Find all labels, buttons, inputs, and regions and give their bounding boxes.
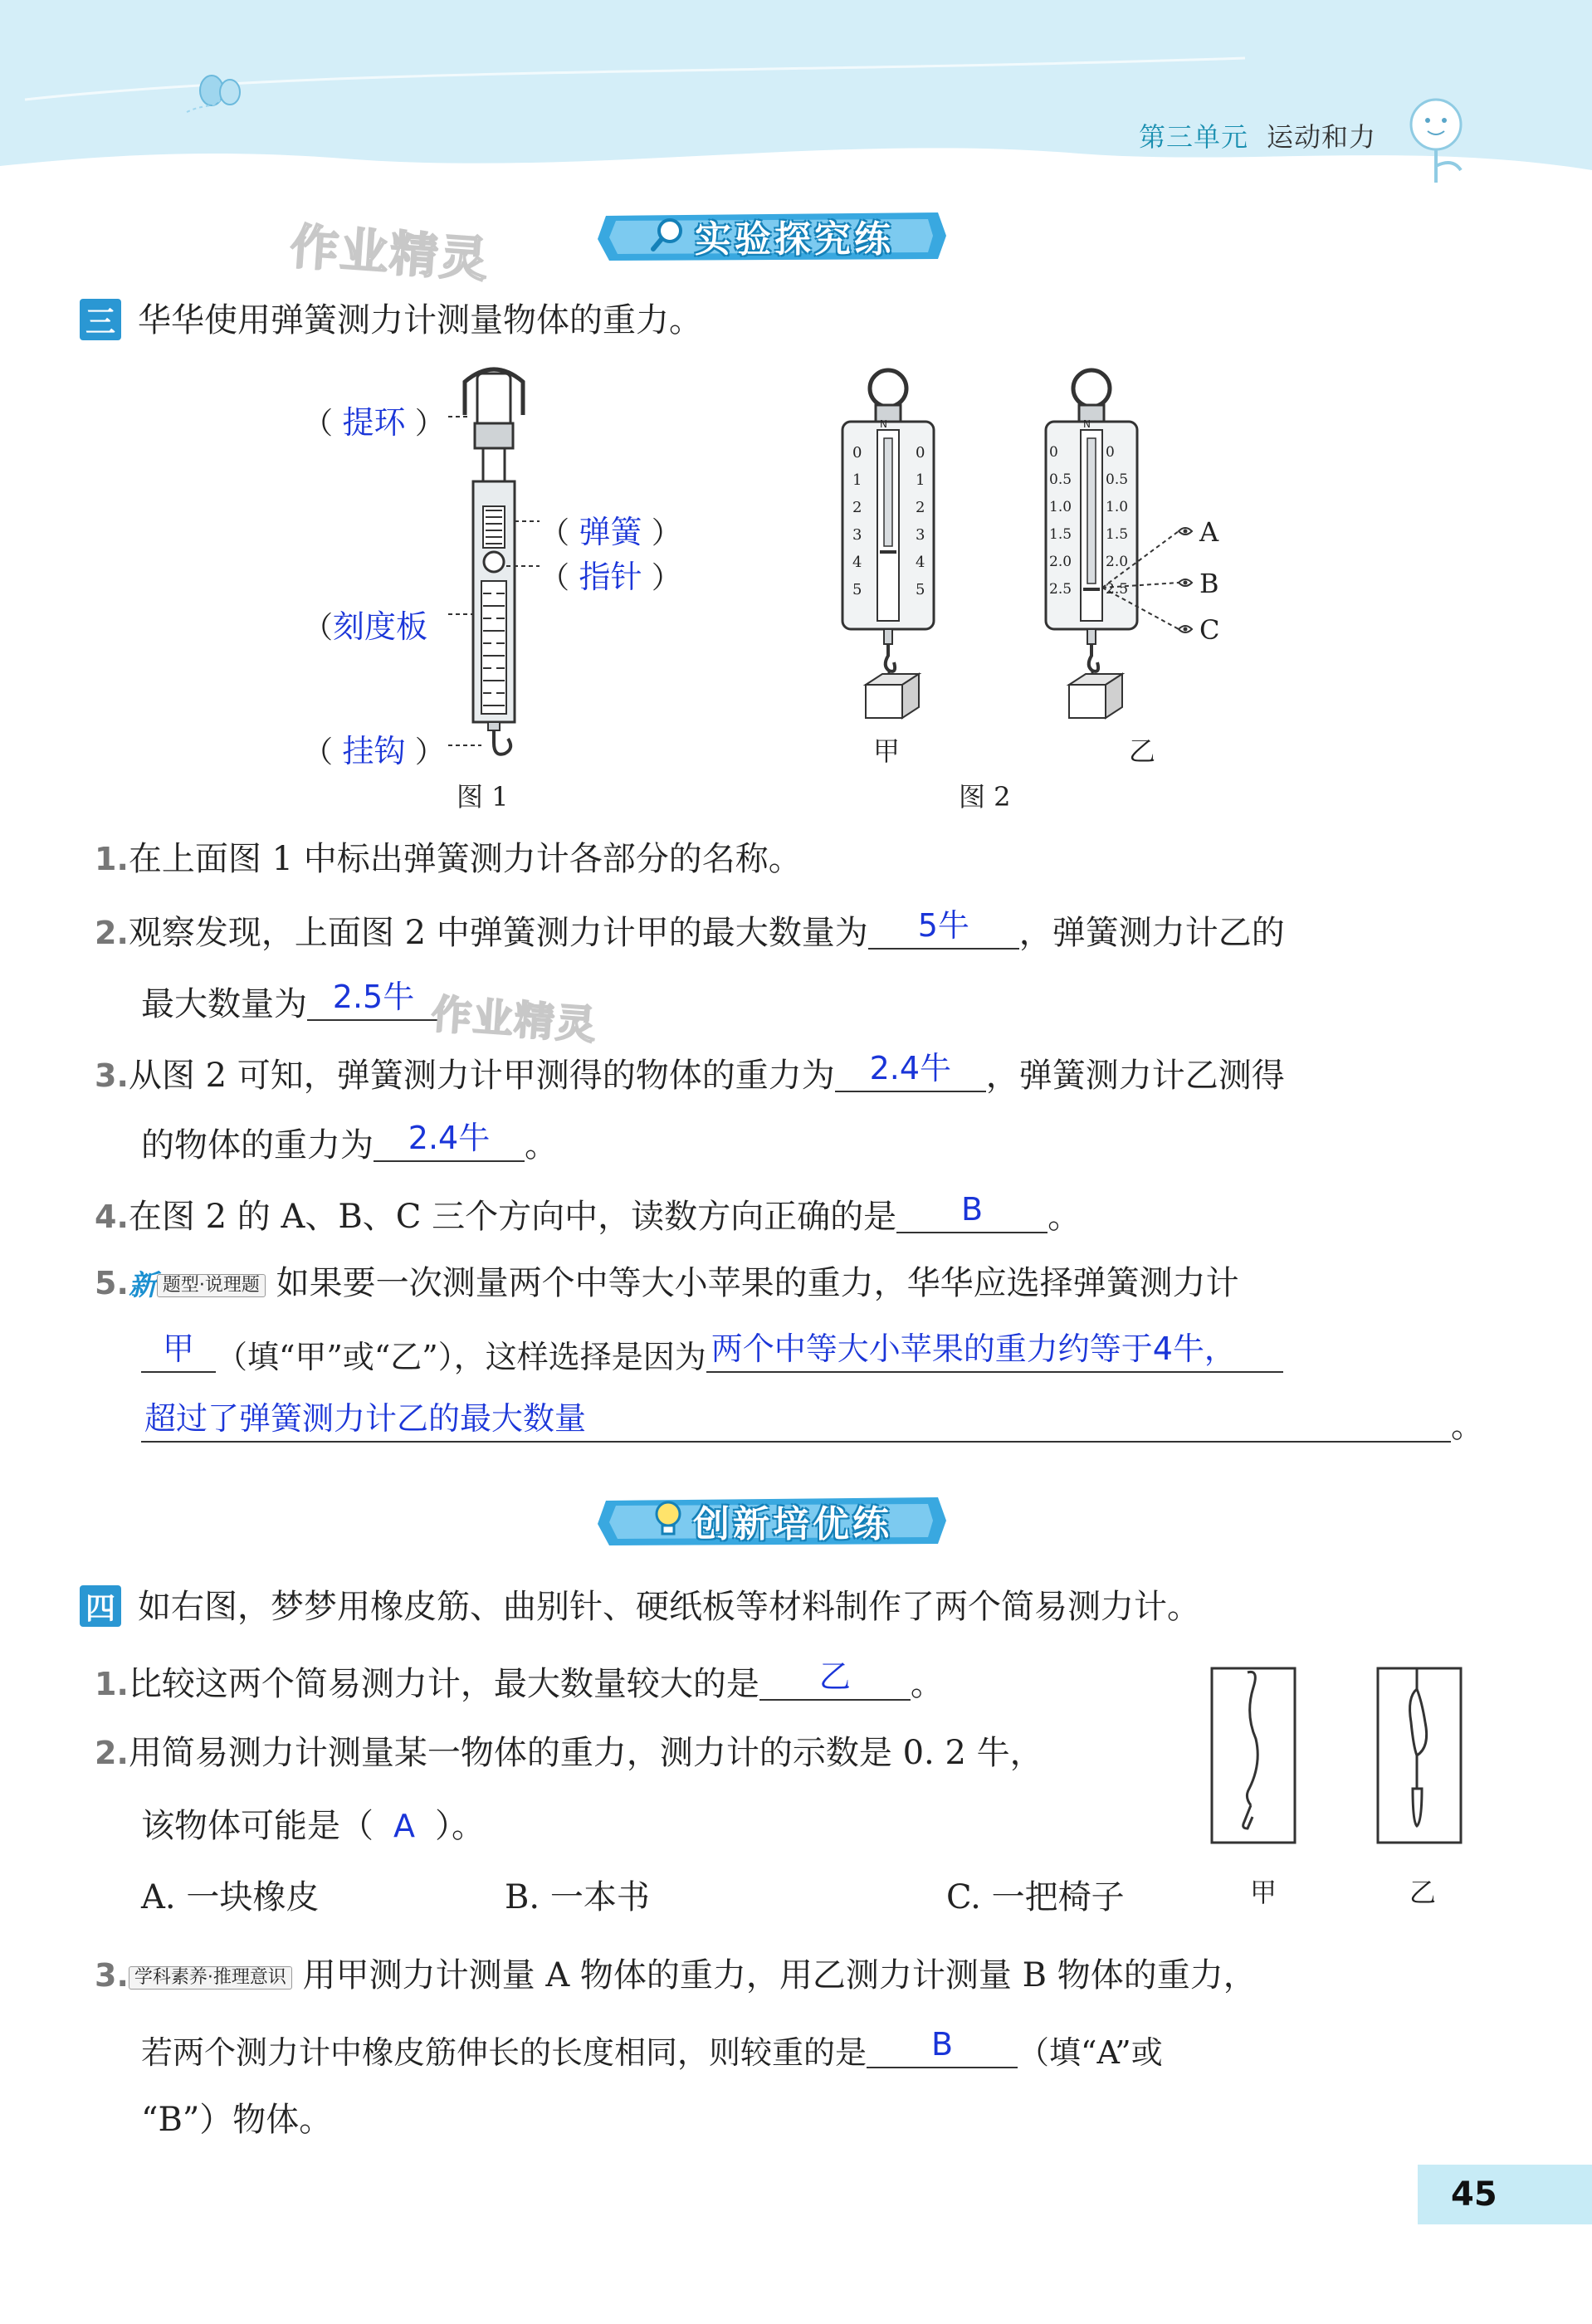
- section-intro: 如右图，梦梦用橡皮筋、曲别针、硬纸板等材料制作了两个简易测力计。: [138, 1588, 1200, 1626]
- answer-text: 2.5牛: [332, 979, 415, 1015]
- view-label-b: B: [1199, 568, 1219, 599]
- question-3: [95, 1050, 1285, 1095]
- answer-text: 2.4牛: [869, 1050, 951, 1086]
- question-text: 如果要一次测量两个中等大小苹果的重力，华华应选择弹簧测力计: [276, 1264, 1239, 1302]
- option-b[interactable]: B. 一本书: [505, 1878, 650, 1916]
- spring-scale-jia: [834, 365, 942, 722]
- jia-tick-right: 0: [916, 444, 925, 461]
- question-text: 在上面图 1 中标出弹簧测力计各部分的名称。: [128, 840, 802, 878]
- jia-label: 甲: [873, 735, 901, 767]
- question-text: 在图 2 的 A、B、C 三个方向中，读数方向正确的是: [128, 1198, 897, 1236]
- label-scale-answer: 刻度板: [333, 608, 428, 645]
- label-spring: （ 弹簧 ）: [540, 514, 681, 550]
- jia-tick-right: 1: [916, 471, 925, 489]
- banner-title: 实验探究练: [695, 218, 894, 261]
- question-text: 的物体的重力为: [141, 1126, 374, 1164]
- answer-text: 两个中等大小苹果的重力约等于4牛，: [711, 1330, 1236, 1367]
- option-a[interactable]: A. 一块橡皮: [141, 1878, 320, 1916]
- question-text: ，弹簧测力计乙测得: [985, 1057, 1285, 1095]
- question-number: 1.: [95, 841, 129, 877]
- yi-tick-right: 1.5: [1106, 526, 1129, 543]
- section-number: 三: [80, 299, 121, 340]
- yi-tick-right: 2.5: [1106, 581, 1129, 598]
- sunflower-icon: [1411, 100, 1461, 183]
- question-text: （填“A”或: [1018, 2034, 1163, 2071]
- yi-tick-right: 0: [1106, 444, 1115, 461]
- spring-scale-figure1: [448, 365, 540, 764]
- question-text: 用简易测力计测量某一物体的重力，测力计的示数是 0. 2 牛，: [128, 1734, 1043, 1772]
- label-hook-answer: 挂钩: [342, 733, 406, 769]
- question-text: ，弹簧测力计乙的: [1018, 914, 1285, 952]
- question-text: 若两个测力计中橡皮筋伸长的长度相同，则较重的是: [141, 2034, 867, 2071]
- question-number: 2.: [95, 1735, 129, 1771]
- answer-text: A: [393, 1808, 415, 1844]
- label-spring-answer: 弹簧: [579, 514, 642, 550]
- jia-tick-right: 3: [916, 526, 925, 544]
- answer-text: B: [961, 1191, 984, 1228]
- answer-text: 2.4牛: [408, 1120, 491, 1156]
- jia-tick-right: 2: [916, 499, 925, 516]
- question-2-cont: [141, 979, 440, 1023]
- yi-tick-right: 1.0: [1106, 499, 1129, 515]
- yi-tick-left: 2.5: [1049, 581, 1072, 598]
- punctuation: 。: [910, 1665, 944, 1703]
- yi-tick-left: 2.0: [1049, 554, 1072, 570]
- question-text: 从图 2 可知，弹簧测力计甲测得的物体的重力为: [128, 1057, 835, 1095]
- question-text: 该物体可能是（: [141, 1807, 374, 1845]
- question-number: 5.: [95, 1265, 129, 1301]
- view-label-c: C: [1199, 614, 1220, 646]
- question-2: [95, 907, 1285, 952]
- question-s2-3-cont: [141, 2026, 1163, 2071]
- question-text: 观察发现，上面图 2 中弹簧测力计甲的最大数量为: [128, 914, 868, 952]
- answer-text: B: [930, 2026, 954, 2063]
- question-5-cont: [141, 1330, 1283, 1375]
- answer-blank[interactable]: [706, 1330, 1283, 1373]
- label-scale: （刻度板: [303, 608, 428, 645]
- label-ring: （ 提环 ）: [303, 404, 445, 441]
- question-number: 2.: [95, 915, 129, 951]
- label-ring-answer: 提环: [342, 404, 406, 441]
- meter-jia-label: 甲: [1250, 1877, 1277, 1908]
- question-4: [95, 1191, 1082, 1236]
- jia-tick-left: 3: [852, 526, 862, 544]
- figure1-caption: 图 1: [457, 781, 509, 813]
- unit-topic: 运动和力: [1266, 121, 1376, 153]
- question-s2-2: [95, 1736, 1043, 1770]
- section-number: 四: [80, 1585, 121, 1627]
- section-intro: 华华使用弹簧测力计测量物体的重力。: [138, 301, 702, 339]
- answer-blank[interactable]: [835, 1050, 986, 1092]
- question-3-cont: [141, 1120, 558, 1164]
- question-5-cont2: [141, 1400, 1484, 1445]
- section-banner-experiment: [598, 206, 946, 266]
- eye-icon: [1179, 528, 1192, 535]
- yi-tick-right: 2.0: [1106, 554, 1129, 570]
- watermark: 作业精灵: [429, 991, 599, 1049]
- jia-tick-right: 4: [916, 554, 925, 571]
- answer-text: 5牛: [917, 907, 969, 944]
- question-s2-3-cont2: “B”）物体。: [141, 2101, 333, 2139]
- section-banner-innovation: [598, 1491, 946, 1550]
- eye-icon: [1179, 579, 1192, 586]
- banner-title: 创新培优练: [693, 1503, 892, 1545]
- jia-tick-left: 0: [852, 444, 862, 461]
- eye-icon: [1179, 626, 1192, 632]
- question-number: 1.: [95, 1666, 129, 1702]
- yi-tick-left: 1.0: [1049, 499, 1072, 515]
- watermark: 作业精灵: [288, 217, 491, 289]
- yi-tick-left: 0.5: [1049, 471, 1072, 488]
- unit-number: 第三单元: [1138, 121, 1248, 153]
- punctuation: ）。: [435, 1807, 485, 1845]
- question-type-tag: 题型·说理题: [157, 1274, 266, 1297]
- header-band: [0, 0, 1592, 191]
- question-5: [95, 1264, 1239, 1302]
- label-pointer-answer: 指针: [579, 559, 642, 595]
- question-number: 4.: [95, 1199, 129, 1235]
- rubber-band-meters: [1208, 1664, 1473, 1851]
- view-label-a: A: [1199, 516, 1219, 548]
- option-c[interactable]: C. 一把椅子: [946, 1878, 1125, 1916]
- answer-blank[interactable]: [868, 907, 1019, 950]
- new-tag: 新: [128, 1269, 157, 1302]
- meter-yi-label: 乙: [1409, 1877, 1437, 1908]
- answer-blank[interactable]: [141, 1330, 216, 1373]
- answer-blank[interactable]: [307, 979, 440, 1021]
- answer-text: 超过了弹簧测力计乙的最大数量: [144, 1400, 587, 1437]
- yi-tick-left: 0: [1049, 444, 1058, 461]
- jia-tick-left: 2: [852, 499, 862, 516]
- question-s2-2-cont: [141, 1809, 485, 1843]
- yi-label: 乙: [1129, 735, 1156, 767]
- question-number: 3.: [95, 1057, 129, 1094]
- page-number: 45: [1418, 2165, 1592, 2224]
- yi-unit: N: [1083, 418, 1091, 430]
- yi-tick-left: 1.5: [1049, 526, 1072, 543]
- question-type-tag: 学科素养·推理意识: [129, 1966, 292, 1990]
- yi-tick-right: 0.5: [1106, 471, 1129, 488]
- jia-tick-right: 5: [916, 581, 925, 598]
- answer-blank[interactable]: [141, 1400, 1451, 1443]
- jia-tick-left: 5: [852, 581, 862, 598]
- answer-text: 乙: [818, 1658, 851, 1695]
- unit-title: [1139, 116, 1376, 154]
- question-text: 用甲测力计测量 A 物体的重力，用乙测力计测量 B 物体的重力，: [302, 1956, 1257, 1994]
- question-1: [95, 842, 802, 876]
- label-pointer: （ 指针 ）: [540, 559, 681, 595]
- answer-blank[interactable]: [867, 2026, 1018, 2068]
- question-text: 比较这两个简易测力计，最大数量较大的是: [128, 1665, 759, 1703]
- question-text: 最大数量为: [141, 985, 307, 1023]
- question-number: 3.: [95, 1957, 129, 1994]
- magnifier-icon: [650, 216, 686, 256]
- jia-tick-left: 1: [852, 471, 862, 489]
- figure2-caption: 图 2: [959, 781, 1011, 813]
- punctuation: 。: [1047, 1198, 1082, 1236]
- answer-blank[interactable]: [374, 1120, 525, 1162]
- answer-blank[interactable]: [896, 1191, 1047, 1233]
- answer-blank[interactable]: [759, 1658, 911, 1701]
- question-s2-1: [95, 1658, 944, 1703]
- question-s2-3: [95, 1956, 1257, 1994]
- label-hook: （ 挂钩 ）: [303, 733, 445, 769]
- question-text: （填“甲”或“乙”），这样选择是因为: [216, 1339, 706, 1375]
- lightbulb-icon: [652, 1499, 685, 1542]
- punctuation: 。: [525, 1126, 558, 1164]
- jia-unit: N: [880, 418, 887, 430]
- punctuation: 。: [1451, 1407, 1484, 1445]
- jia-tick-left: 4: [852, 554, 862, 571]
- answer-text: 甲: [162, 1330, 194, 1367]
